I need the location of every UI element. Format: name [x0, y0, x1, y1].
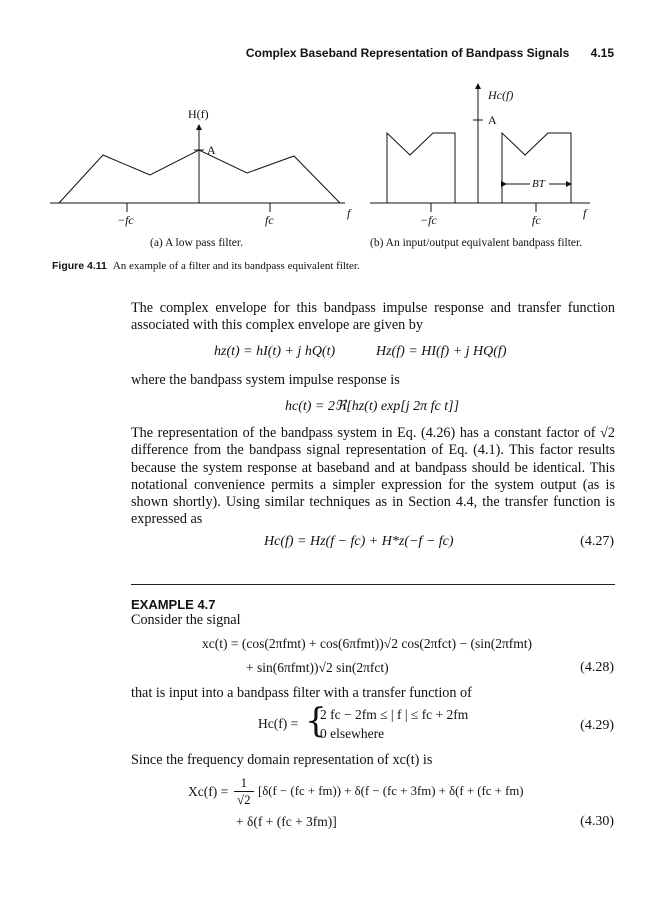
lowpass-neg-fc-label: −fc [117, 213, 134, 227]
equation-4-27: Hc(f) = Hz(f − fc) + H*z(−f − fc) [264, 534, 454, 549]
lowpass-a-label: A [207, 143, 216, 157]
bandpass-sub-caption: (b) An input/output equivalent bandpass filter. [370, 237, 583, 249]
paragraph-since: Since the frequency domain representation of xc(t) is [131, 752, 433, 768]
equation-4-29-case1: 2 fc − 2fm ≤ | f | ≤ fc + 2fm [320, 707, 469, 722]
lowpass-sub-caption: (a) A low pass filter. [150, 237, 243, 249]
equation-4-29-brace: { [305, 701, 327, 741]
bandpass-neg-band [387, 133, 455, 203]
bandpass-f-label: f [583, 206, 587, 220]
lowpass-plot [50, 127, 345, 212]
equation-4-30-lhs: Xc(f) = [188, 784, 229, 799]
example-title: EXAMPLE 4.7 [131, 597, 216, 612]
paragraph-representation: The representation of the bandpass system in Eq. (4.26) has a constant factor of √2 difference from the bandpass signal representation of Eq. (4.1). This factor results because the system response at baseband and at bandpass should be identical. This notational convenience permits a simpler expression for the system output (as is shown shortly). Using similar techniques as in Section 4.4, the transfer function is expressed as [131, 425, 615, 528]
figure-caption-label: Figure 4.11 [52, 260, 107, 272]
equation-4-29-case2: 0 elsewhere [320, 726, 385, 741]
lowpass-h-label: H(f) [188, 107, 209, 121]
bandpass-plot [370, 86, 590, 212]
fraction-numerator: 1 [234, 775, 254, 792]
bt-label: BT [532, 178, 545, 190]
equation-4-30-fraction [234, 775, 254, 808]
figure-caption [52, 260, 360, 272]
equation-4-29-number: (4.29) [580, 718, 614, 733]
equation-hz: hz(t) = hI(t) + j hQ(t) [214, 344, 336, 359]
equation-4-28-line1: xc(t) = (cos(2πfmt) + cos(6πfmt))√2 cos(2πfct) − (sin(2πfmt) [202, 636, 533, 651]
page-number: 4.15 [590, 46, 614, 60]
equation-4-29-lhs: Hc(f) = [258, 716, 299, 731]
equation-4-30-number: (4.30) [580, 814, 614, 829]
fraction-denominator: √2 [237, 792, 251, 807]
equation-4-28-line2: + sin(6πfmt))√2 sin(2πfct) [246, 660, 389, 675]
example-divider [131, 584, 615, 585]
equation-hc: hc(t) = 2ℜ[hz(t) exp[j 2π fc t]] [285, 399, 460, 414]
equation-4-30-line2: + δ(f + (fc + 3fm)] [236, 814, 337, 829]
lowpass-f-label: f [347, 206, 351, 220]
header-title: Complex Baseband Representation of Bandpass Signals [245, 46, 570, 60]
paragraph-complex-envelope: The complex envelope for this bandpass impulse response and transfer function associated with this complex envelope are given by [131, 300, 615, 334]
example-intro: Consider the signal [131, 612, 241, 628]
bandpass-a-label: A [488, 113, 497, 127]
figure-caption-text: An example of a filter and its bandpass equivalent filter. [112, 260, 360, 272]
paragraph-filter: that is input into a bandpass filter with a transfer function of [131, 685, 472, 701]
paragraph-bandpass-impulse: where the bandpass system impulse response is [131, 372, 400, 388]
lowpass-pos-fc-label: fc [265, 213, 274, 227]
equation-4-27-number: (4.27) [580, 534, 614, 549]
bandpass-h-label: Hc(f) [488, 88, 514, 102]
equation-4-28-number: (4.28) [580, 660, 614, 675]
equation-4-30-line1: [δ(f − (fc + fm)) + δ(f − (fc + 3fm) + δ(f + (fc + fm) [258, 784, 524, 798]
bandpass-pos-fc-label: fc [532, 213, 541, 227]
equation-Hz: Hz(f) = HI(f) + j HQ(f) [376, 344, 507, 359]
bandpass-neg-fc-label: −fc [420, 213, 437, 227]
bandpass-pos-band [502, 133, 571, 203]
